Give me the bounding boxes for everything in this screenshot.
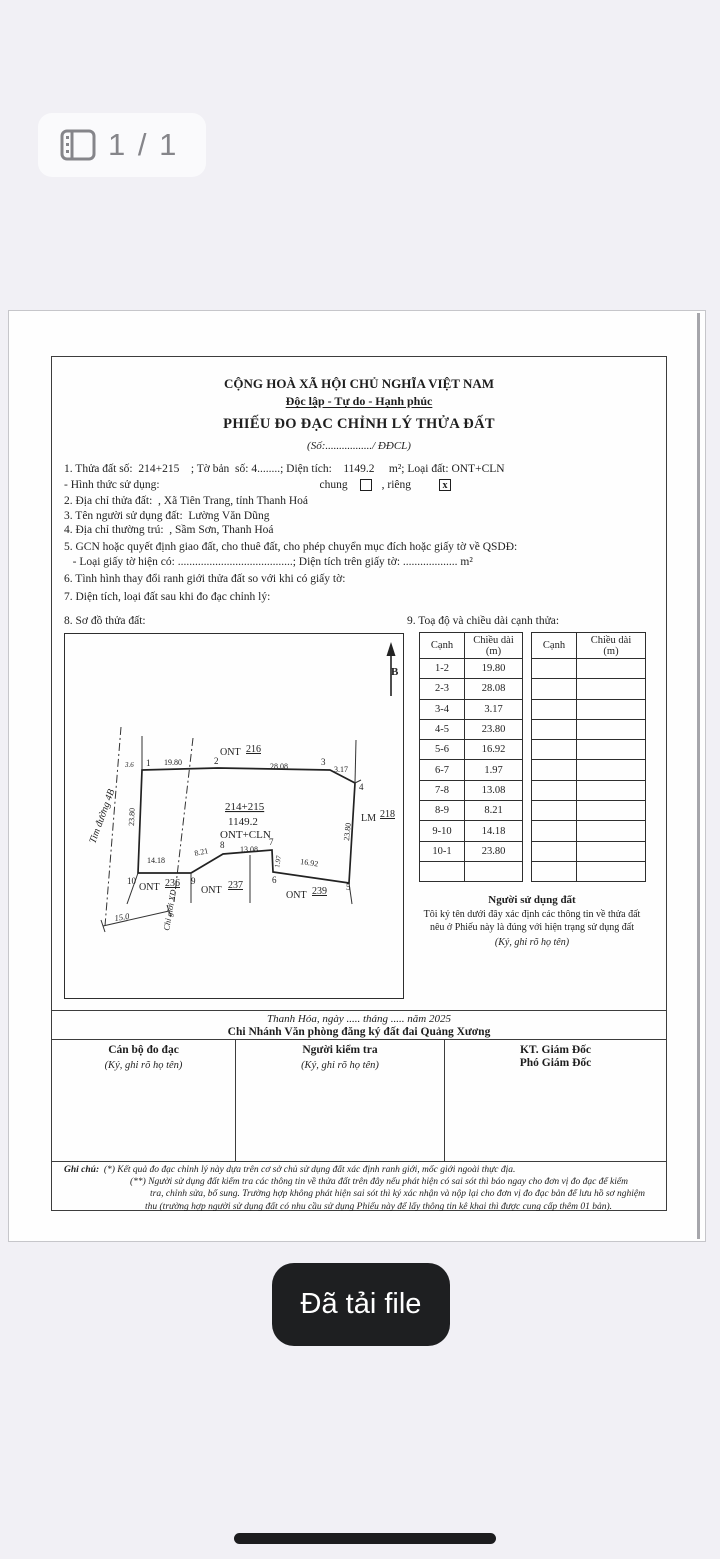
diagram-label: 236 [165, 878, 180, 889]
download-toast [272, 1263, 450, 1346]
field-line-5: 5. GCN hoặc quyết định giao đất, cho thuê đất, cho phép chuyển mục đích hoặc giấy tờ về QSDĐ: [64, 540, 518, 553]
diagram-label: 9 [191, 876, 196, 886]
table-cell [532, 659, 577, 679]
diagram-label: 6 [272, 875, 277, 885]
diagram-label: ONT [286, 890, 307, 901]
field-line-4: 4. Địa chỉ thường trú: , Sầm Sơn, Thanh Hoá [64, 524, 274, 537]
national-title: CỘNG HOÀ XÃ HỘI CHỦ NGHĨA VIỆT NAM [223, 376, 495, 391]
table-row [420, 861, 523, 881]
table-cell [532, 699, 577, 719]
sidebar-pages-icon [60, 129, 96, 161]
table-header-row [420, 633, 523, 659]
diagram-label: 218 [380, 809, 395, 820]
table-cell: 3.17 [465, 699, 523, 719]
motto: Độc lập - Tự do - Hạnh phúc [285, 394, 433, 408]
table-cell [532, 719, 577, 739]
table-cell: 23.80 [465, 841, 523, 861]
usage-rieng-label: , riêng [381, 478, 412, 491]
table-cell [577, 659, 646, 679]
edge-table-left [419, 632, 523, 882]
diagram-label: Chỉ giới XD [161, 888, 179, 932]
table-cell [465, 861, 523, 881]
document-header [52, 376, 666, 452]
table-row [420, 841, 523, 861]
table-cell [532, 801, 577, 821]
page-indicator-pill[interactable] [38, 113, 206, 177]
land-user-sign-note: (Ký, ghi rõ họ tên) [494, 937, 570, 948]
diagram-label: 7 [269, 837, 274, 847]
table-cell: 5-6 [420, 740, 465, 760]
land-user-block [407, 894, 657, 948]
table-cell [532, 841, 577, 861]
table-row [420, 679, 523, 699]
table-row [420, 801, 523, 821]
diagram-label: 3 [321, 757, 326, 767]
note-line: (**) Người sử dụng đất kiểm tra các thông tin về thửa đất trên đây nếu phát hiện có sai sót thì báo ngay cho đơn vị đo đạc để kiểm [130, 1177, 628, 1188]
col-header-edge: Cạnh [532, 633, 577, 659]
form-fields [64, 462, 658, 604]
diagram-label: 16.92 [299, 857, 319, 869]
table-cell: 8-9 [420, 801, 465, 821]
table-cell [577, 821, 646, 841]
diagram-label: Tim đường 4B [87, 787, 118, 846]
land-user-title: Người sử dụng đất [488, 894, 576, 906]
table-row [532, 659, 646, 679]
table-row [420, 821, 523, 841]
diagram-label: 1149.2 [228, 816, 258, 828]
toast-label: Đã tải file [300, 1288, 422, 1320]
diagram-label: 216 [246, 744, 261, 755]
diagram-label: 23.80 [127, 807, 137, 827]
diagram-label: 8.21 [193, 846, 210, 858]
field-line-2: 2. Địa chỉ thửa đất: , Xã Tiên Trang, tỉnh Thanh Hoá [64, 495, 308, 508]
table-header-row [532, 633, 646, 659]
table-cell: 23.80 [465, 719, 523, 739]
signature-col-surveyor: Cán bộ đo đạc (Ký, ghi rõ họ tên) [52, 1040, 236, 1161]
table-row [532, 679, 646, 699]
diagram-label: 239 [312, 886, 327, 897]
table-cell [420, 861, 465, 881]
table-cell [532, 760, 577, 780]
diagram-label: 214+215 [225, 801, 265, 813]
table-row [532, 699, 646, 719]
note-line: thu (trường hợp người sử dụng đất có nhu cầu sử dụng Phiếu này để lấy thông tin kê khai thì được cung cấp thêm 01 bản). [145, 1201, 613, 1212]
agency-name: Chi Nhánh Văn phòng đăng ký đất đai Quảng Xương [227, 1026, 491, 1038]
diagram-label: ONT [139, 882, 160, 893]
table-row [420, 740, 523, 760]
field-line-5b: - Loại giấy tờ hiện có: ........................................; Diện tích trên giấy tờ: ................... m² [64, 555, 473, 568]
table-cell: 7-8 [420, 780, 465, 800]
chung-checkbox[interactable] [360, 479, 372, 491]
diagram-label: 1 [146, 758, 151, 768]
note-line: Ghi chú: (*) Kết quả đo đạc chỉnh lý này dựa trên cơ sở chủ sử dụng đất xác định ranh giới, mốc giới ngoài thực địa. [64, 1165, 516, 1175]
table-cell [532, 740, 577, 760]
table-cell: 19.80 [465, 659, 523, 679]
table-row [420, 780, 523, 800]
diagram-label: 13.08 [240, 845, 258, 854]
table-row [420, 760, 523, 780]
diagram-label: ONT [201, 885, 222, 896]
table-cell [577, 801, 646, 821]
page-indicator-label: 1 / 1 [108, 127, 179, 162]
table-cell [577, 780, 646, 800]
table-cell: 3-4 [420, 699, 465, 719]
signature-col-inspector: Người kiểm tra (Ký, ghi rõ họ tên) [236, 1040, 445, 1161]
edge-table-right [531, 632, 646, 882]
table-cell: 1-2 [420, 659, 465, 679]
table-row [532, 821, 646, 841]
parcel-diagram [64, 633, 404, 999]
diagram-label: 19.80 [164, 758, 182, 767]
document-border-box [51, 356, 667, 1211]
table-cell [577, 719, 646, 739]
date-line: Thanh Hóa, ngày ..... tháng ..... năm 2025 [267, 1013, 451, 1025]
table-cell [532, 679, 577, 699]
land-user-text: Tôi ký tên dưới đây xác định các thông tin về thửa đất nêu ở Phiếu này là đúng với hiện trạng sử dụng đất [423, 909, 641, 933]
table-cell [532, 780, 577, 800]
signature-header [52, 1010, 666, 1038]
table-cell: 2-3 [420, 679, 465, 699]
diagram-label: 4 [359, 782, 364, 792]
pdf-page [8, 310, 706, 1242]
field-line-7: 7. Diện tích, loại đất sau khi đo đạc chỉnh lý: [64, 590, 271, 603]
table-cell [532, 821, 577, 841]
table-cell [577, 760, 646, 780]
table-cell: 13.08 [465, 780, 523, 800]
diagram-label: 8 [220, 840, 225, 850]
note-line: tra, chỉnh sửa, bổ sung. Trường hợp không phát hiện sai sót thì ký xác nhận và nộp lại cho đơn vị đo đạc bản để lưu hồ sơ nghiệm [150, 1189, 645, 1200]
road-centerline [105, 727, 121, 926]
table-cell [577, 699, 646, 719]
table-row [532, 801, 646, 821]
col-header-edge: Cạnh [420, 633, 465, 659]
diagram-label: B [391, 666, 399, 678]
table-cell: 6-7 [420, 760, 465, 780]
table-cell: 9-10 [420, 821, 465, 841]
edge-tables [419, 632, 646, 882]
diagram-label: 10 [127, 876, 136, 886]
diagram-label: 237 [228, 880, 243, 891]
table-cell: 14.18 [465, 821, 523, 841]
diagram-label: 14.18 [147, 856, 165, 865]
diagram-label: 15.0 [113, 910, 131, 923]
diagram-label: 23.80 [342, 822, 353, 842]
table-cell: 28.08 [465, 679, 523, 699]
table-row [532, 861, 646, 881]
form-title: PHIẾU ĐO ĐẠC CHỈNH LÝ THỬA ĐẤT [223, 416, 495, 432]
diagram-label: 28.08 [270, 762, 288, 771]
field-line-1: 1. Thửa đất số: 214+215 ; Tờ bản số: 4........; Diện tích: 1149.2 m²; Loại đất: ONT+CLN [64, 463, 505, 475]
diagram-label: ONT [220, 747, 241, 758]
col-header-length: Chiều dài (m) [465, 633, 523, 659]
home-indicator[interactable] [234, 1533, 496, 1544]
diagram-label: LM [361, 813, 376, 824]
diagram-label: 3.6 [125, 761, 134, 769]
field-line-3: 3. Tên người sử dụng đất: Lường Văn Dũng [64, 509, 270, 522]
signature-columns [52, 1039, 666, 1161]
signature-col-director: KT. Giám Đốc Phó Giám Đốc [519, 1044, 592, 1069]
usage-label: - Hình thức sử dụng: [64, 478, 160, 491]
usage-chung-label: chung [319, 478, 348, 491]
col-header-length: Chiều dài (m) [577, 633, 646, 659]
table-cell: 8.21 [465, 801, 523, 821]
diagram-label: 1.97 [273, 854, 284, 869]
diagram-label: 2 [214, 756, 219, 766]
table-row [532, 780, 646, 800]
form-number: (Số:................./ ĐĐCL) [307, 440, 411, 452]
table-cell [532, 861, 577, 881]
section9-label: 9. Toạ độ và chiều dài cạnh thửa: [407, 615, 560, 627]
diagram-label: 3.17 [334, 765, 348, 774]
field-line-6: 6. Tình hình thay đổi ranh giới thửa đất so với khi có giấy tờ: [64, 573, 346, 586]
table-cell [577, 861, 646, 881]
table-row [420, 659, 523, 679]
table-cell [577, 740, 646, 760]
table-cell [577, 841, 646, 861]
table-row [420, 719, 523, 739]
table-cell: 4-5 [420, 719, 465, 739]
table-cell: 1.97 [465, 760, 523, 780]
table-cell: 16.92 [465, 740, 523, 760]
table-cell [577, 679, 646, 699]
usage-row [64, 478, 658, 493]
table-row [532, 719, 646, 739]
table-row [532, 740, 646, 760]
table-row [420, 699, 523, 719]
table-row [532, 841, 646, 861]
scrollbar-thumb[interactable] [697, 313, 700, 1239]
section8-label: 8. Sơ đồ thửa đất: [64, 615, 146, 627]
notes-block [52, 1161, 666, 1210]
diagram-label: 5 [346, 882, 351, 892]
table-row [532, 760, 646, 780]
diagram-label: ONT+CLN [220, 829, 271, 841]
rieng-checkbox[interactable]: x [439, 479, 451, 491]
table-cell: 10-1 [420, 841, 465, 861]
